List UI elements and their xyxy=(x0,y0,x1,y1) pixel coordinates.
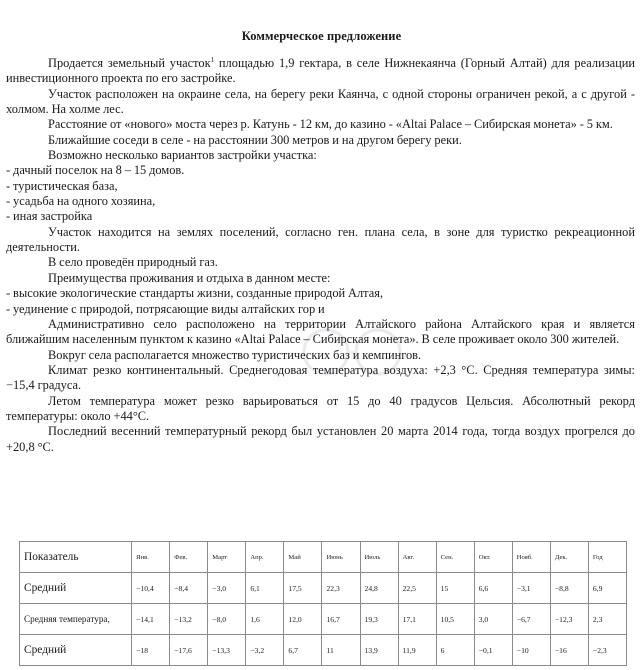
paragraph-spring-record: Последний весенний температурный рекорд был установлен 20 марта 2014 года, тогда воздух прогрелся до +20,8 °C. xyxy=(6,424,635,454)
table-header-jun: Июнь xyxy=(322,542,360,573)
cell-value: 1,6 xyxy=(246,604,284,635)
cell-value: 17,1 xyxy=(398,604,436,635)
cell-value: 22,3 xyxy=(322,573,360,604)
cell-value: −13,3 xyxy=(208,635,246,666)
paragraph-offer xyxy=(6,56,635,87)
list-item-tourbase: - туристическая база, xyxy=(6,178,118,193)
footnote-marker: 1 xyxy=(210,55,215,64)
table-header-may: Май xyxy=(284,542,322,573)
paragraph-text: Продается земельный участок xyxy=(48,56,211,70)
paragraph-neighbors: Ближайшие соседи в селе - на расстоянии 300 метров и на другом берегу реки. xyxy=(48,132,462,147)
table-header-sep: Сен. xyxy=(436,542,474,573)
cell-value: 3,0 xyxy=(474,604,512,635)
paragraph-administrative: Административно село расположено на территории Алтайского района Алтайского края и является ближайшим населенным пунктом к казино «Altai Palace – Сибирская монета». В селе проживает около 300 жителей. xyxy=(6,316,635,347)
cell-value: 13,9 xyxy=(360,635,398,666)
table-header-oct: Окт. xyxy=(474,542,512,573)
table-header-feb: Фев. xyxy=(170,542,208,573)
paragraph-advantages-intro: Преимущества проживания и отдыха в данном месте: xyxy=(48,270,331,285)
cell-value: −0,1 xyxy=(474,635,512,666)
table-header-year: Год xyxy=(588,542,626,573)
cell-value: −2,3 xyxy=(588,635,626,666)
paragraph-gas: В село проведён природный газ. xyxy=(48,255,218,270)
table-header-aug: Авг. xyxy=(398,542,436,573)
cell-value: −6,7 xyxy=(512,604,550,635)
paragraph-surroundings: Вокруг села располагается множество туристических баз и кемпингов. xyxy=(48,347,422,362)
cell-value: 6,6 xyxy=(474,573,512,604)
table-header-jan: Янв. xyxy=(132,542,170,573)
cell-value: 6 xyxy=(436,635,474,666)
row-label-average-max: Средний xyxy=(20,573,132,604)
cell-value: 15 xyxy=(436,573,474,604)
list-item-dacha: - дачный поселок на 8 – 15 домов. xyxy=(6,163,185,178)
cell-value: 17,5 xyxy=(284,573,322,604)
row-label-average-temp: Средняя температура, xyxy=(20,604,132,635)
cell-value: −10,4 xyxy=(132,573,170,604)
document-body xyxy=(0,43,643,455)
table-header-dec: Дек. xyxy=(550,542,588,573)
list-item-seclusion: - уединение с природой, потрясающие виды алтайских гор и xyxy=(6,301,325,316)
paragraph-zoning: Участок находится на землях поселений, согласно ген. плана села, в зоне для туристко рекреационной деятельности. xyxy=(6,224,635,255)
cell-value: −8,4 xyxy=(170,573,208,604)
table-header-indicator: Показатель xyxy=(20,542,132,573)
cell-value: 11 xyxy=(322,635,360,666)
paragraph-summer-temp: Летом температура может резко варьироваться от 15 до 40 градусов Цельсия. Абсолютный рекорд температуры: около +44°C. xyxy=(6,393,635,423)
cell-value: 11,9 xyxy=(398,635,436,666)
cell-value: 16,7 xyxy=(322,604,360,635)
table-header-nov: Нояб. xyxy=(512,542,550,573)
table-header-mar: Март xyxy=(208,542,246,573)
cell-value: 19,3 xyxy=(360,604,398,635)
table-header-row xyxy=(20,542,627,573)
cell-value: −16 xyxy=(550,635,588,666)
table-row xyxy=(20,604,627,635)
cell-value: −3,2 xyxy=(246,635,284,666)
table-row xyxy=(20,635,627,666)
cell-value: 22,5 xyxy=(398,573,436,604)
cell-value: 24,8 xyxy=(360,573,398,604)
list-item-estate: - усадьба на одного хозяина, xyxy=(6,194,156,209)
cell-value: −12,3 xyxy=(550,604,588,635)
climate-table-wrapper xyxy=(19,541,627,666)
cell-value: −8,0 xyxy=(208,604,246,635)
cell-value: −17,6 xyxy=(170,635,208,666)
cell-value: 10,5 xyxy=(436,604,474,635)
paragraph-text-cont: площадью 1,9 гектара, в селе Нижнекаянча (Горный Алтай) для реализации инвестиционного проекта по его застройке. xyxy=(6,56,635,86)
cell-value: 12,0 xyxy=(284,604,322,635)
cell-value: 2,3 xyxy=(588,604,626,635)
cell-value: −13,2 xyxy=(170,604,208,635)
cell-value: −14,1 xyxy=(132,604,170,635)
cell-value: −3,0 xyxy=(208,573,246,604)
paragraph-development-intro: Возможно несколько вариантов застройки участка: xyxy=(48,148,317,163)
table-row xyxy=(20,573,627,604)
paragraph-location: Участок расположен на окраине села, на берегу реки Каянча, с одной стороны ограничен рекой, а с другой - холмом. На холме лес. xyxy=(6,86,635,117)
list-item-other: - иная застройка xyxy=(6,209,93,224)
paragraph-climate: Климат резко континентальный. Среднегодовая температура воздуха: +2,3 °C. Средняя температура зимы: −15,4 градуса. xyxy=(6,362,635,393)
cell-value: 6,7 xyxy=(284,635,322,666)
cell-value: −10 xyxy=(512,635,550,666)
list-item-ecology: - высокие экологические стандарты жизни, созданные природой Алтая, xyxy=(6,286,384,301)
table-header-apr: Апр. xyxy=(246,542,284,573)
climate-table xyxy=(19,541,627,666)
cell-value: −3,1 xyxy=(512,573,550,604)
cell-value: −8,8 xyxy=(550,573,588,604)
cell-value: 6,9 xyxy=(588,573,626,604)
cell-value: 6,1 xyxy=(246,573,284,604)
page-title: Коммерческое предложение xyxy=(241,29,402,43)
paragraph-distance: Расстояние от «нового» моста через р. Катунь - 12 км, до казино - «Altai Palace – Сибирская монета» - 5 км. xyxy=(48,117,613,132)
row-label-average-min: Средний xyxy=(20,635,132,666)
cell-value: −18 xyxy=(132,635,170,666)
table-header-jul: Июль xyxy=(360,542,398,573)
